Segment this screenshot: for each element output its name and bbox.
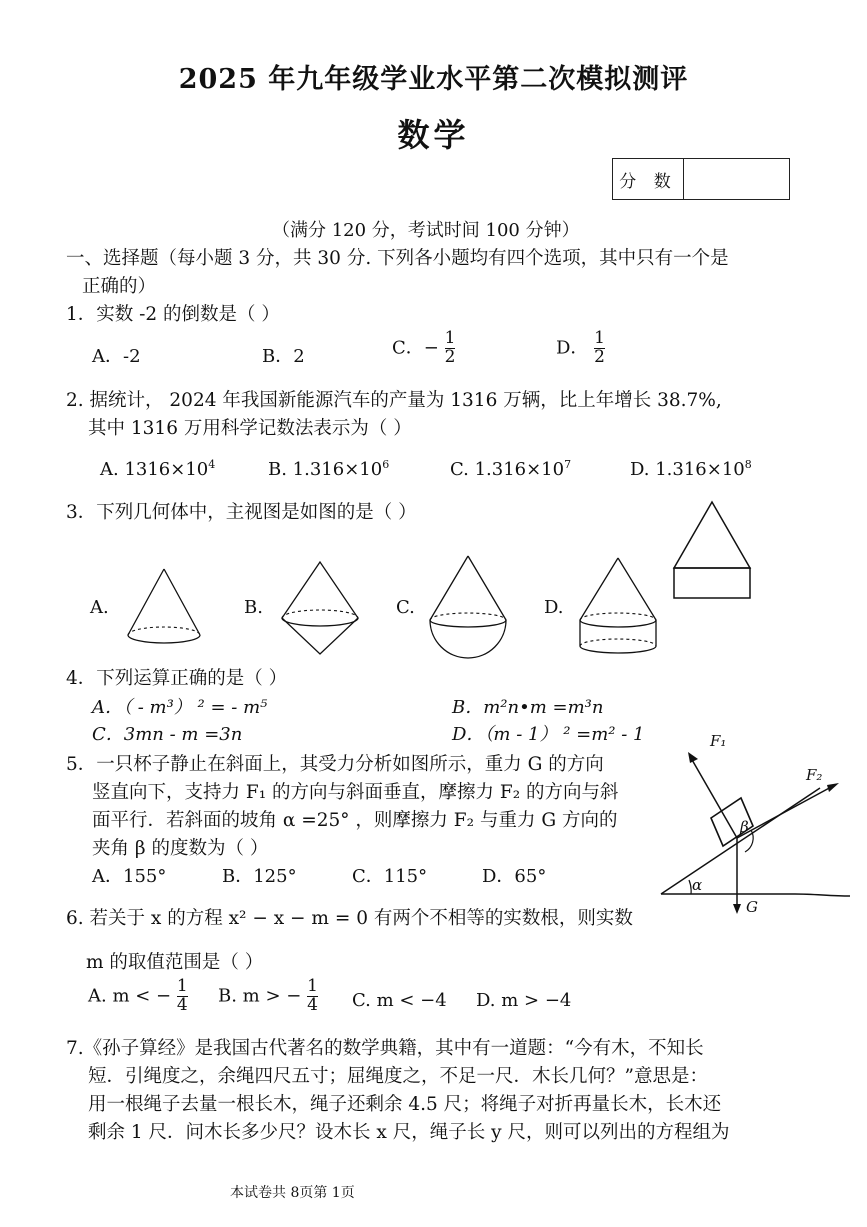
q2-stem-line1: 2. 据统计， 2024 年我国新能源汽车的产量为 1316 万辆，比上年增长 38.7%,: [66, 390, 722, 411]
q1-c-den: 2: [444, 346, 456, 367]
q3-double-cone-figure[interactable]: [278, 558, 362, 658]
q4-option-d[interactable]: D．（m - 1） ² =m² - 1: [452, 724, 645, 745]
section1-heading-cont: 正确的）: [82, 276, 157, 297]
q1-c-label: C．: [392, 337, 424, 359]
q6-a-den: 4: [176, 994, 188, 1015]
q7-stem-line4: 剩余 1 尺．问木长多少尺？设木长 x 尺，绳子长 y 尺，则可以列出的方程组为: [88, 1122, 730, 1143]
section1-heading: 一、选择题（每小题 3 分，共 30 分. 下列各小题均有四个选项，其中只有一个是: [66, 248, 729, 269]
q5-stem-line4: 夹角 β 的度数为（ ）: [92, 838, 269, 859]
q2-b-text: B. 1.316×10: [268, 459, 383, 480]
q6-option-a[interactable]: [88, 978, 188, 1015]
exam-title: 2025 年九年级学业水平第二次模拟测评: [178, 64, 689, 95]
q1-option-c[interactable]: [392, 330, 455, 367]
q2-option-c[interactable]: [450, 458, 571, 480]
q7-stem-line2: 短．引绳度之，余绳四尺五寸；屈绳度之，不足一尺．木长几何？”意思是：: [88, 1066, 708, 1087]
q5-stem-line2: 竖直向下，支持力 F₁ 的方向与斜面垂直，摩擦力 F₂ 的方向与斜: [92, 782, 619, 803]
q2-stem-line2: 其中 1316 万用科学记数法表示为（ ）: [88, 418, 412, 439]
q6-b-den: 4: [307, 994, 318, 1015]
q6-option-d[interactable]: D. m > −4: [476, 990, 572, 1011]
q4-option-b[interactable]: B．m²n•m =m³n: [452, 697, 604, 718]
q6-stem-line2: m 的取值范围是（ ）: [86, 952, 264, 973]
q2-option-d[interactable]: [630, 458, 752, 480]
q3-option-d-label[interactable]: D.: [544, 597, 564, 618]
q2-d-exp: 8: [744, 458, 752, 471]
q5-label-beta: β: [740, 818, 749, 836]
q1-stem: 1．实数 -2 的倒数是（ ）: [66, 304, 280, 325]
q2-a-text: A. 1316×10: [100, 459, 209, 480]
q3-stem: 3．下列几何体中，主视图是如图的是（ ）: [66, 502, 417, 523]
q3-cone-cylinder-figure[interactable]: [576, 554, 660, 664]
q2-option-b[interactable]: [268, 458, 389, 480]
q1-c-num: 1: [444, 328, 456, 348]
score-label: 分 数: [613, 159, 684, 199]
q6-a-fraction: [177, 978, 188, 1015]
q5-option-d[interactable]: D．65°: [482, 866, 547, 887]
q3-front-view-figure: [668, 496, 778, 606]
score-box: [612, 158, 790, 200]
q6-a-pre: A. m < −: [88, 985, 172, 1007]
exam-info: （满分 120 分，考试时间 100 分钟）: [272, 220, 580, 241]
q5-label-f2: F₂: [806, 766, 823, 784]
subject-title: 数学: [397, 116, 470, 154]
q5-option-b[interactable]: B．125°: [222, 866, 297, 887]
score-field[interactable]: [684, 159, 789, 199]
q6-option-c[interactable]: C. m < −4: [352, 990, 447, 1011]
q7-stem-line1: 7.《孙子算经》是我国古代著名的数学典籍，其中有一道题：“今有木，不知长: [66, 1038, 704, 1059]
q6-a-num: 1: [176, 976, 188, 996]
q1-d-num: 1: [594, 328, 605, 348]
q3-cone-figure[interactable]: [124, 565, 204, 645]
q5-label-alpha: α: [692, 876, 703, 894]
q3-option-b-label[interactable]: B.: [244, 597, 263, 618]
q5-option-c[interactable]: C．115°: [352, 866, 428, 887]
q1-option-d[interactable]: [556, 330, 605, 367]
q2-option-a[interactable]: [100, 458, 215, 480]
q6-b-num: 1: [307, 976, 318, 996]
page-footer: 本试卷共 8页第 1页: [230, 1185, 355, 1201]
q5-label-g: G: [746, 898, 758, 916]
q1-option-a[interactable]: A．-2: [92, 346, 141, 367]
q1-d-fraction: [594, 330, 605, 367]
q2-d-text: D. 1.316×10: [630, 459, 745, 480]
q5-stem-line1: 5．一只杯子静止在斜面上，其受力分析如图所示，重力 G 的方向: [66, 754, 604, 775]
q7-stem-line3: 用一根绳子去量一根长木，绳子还剩余 4.5 尺；将绳子对折再量长木，长木还: [88, 1094, 722, 1115]
q5-label-f1: F₁: [710, 732, 727, 750]
q4-option-c[interactable]: C．3mn - m =3n: [92, 724, 243, 745]
q2-b-exp: 6: [382, 458, 390, 471]
q1-d-den: 2: [594, 346, 605, 367]
q3-option-c-label[interactable]: C.: [396, 597, 415, 618]
q5-option-a[interactable]: A．155°: [92, 866, 167, 887]
q4-option-a[interactable]: A．（ - m³） ² = - m⁵: [92, 697, 268, 718]
q2-c-text: C. 1.316×10: [450, 459, 565, 480]
q1-c-sign: −: [423, 337, 439, 359]
q5-stem-line3: 面平行．若斜面的坡角 α =25° ，则摩擦力 F₂ 与重力 G 方向的: [92, 810, 618, 831]
q6-b-fraction: [307, 978, 318, 1015]
q6-b-pre: B. m > −: [218, 985, 302, 1007]
q4-stem: 4．下列运算正确的是（ ）: [66, 668, 288, 689]
q6-stem-line1: 6. 若关于 x 的方程 x² − x − m = 0 有两个不相等的实数根，则实数: [66, 908, 633, 929]
q1-option-b[interactable]: B．2: [262, 346, 305, 367]
q1-c-fraction: [445, 330, 456, 367]
q3-option-a-label[interactable]: A.: [90, 597, 109, 618]
q6-option-b[interactable]: [218, 978, 318, 1015]
q2-c-exp: 7: [564, 458, 572, 471]
q3-cone-hemisphere-figure[interactable]: [426, 552, 510, 662]
q2-a-exp: 4: [208, 458, 216, 471]
q1-d-label: D．: [556, 337, 589, 359]
